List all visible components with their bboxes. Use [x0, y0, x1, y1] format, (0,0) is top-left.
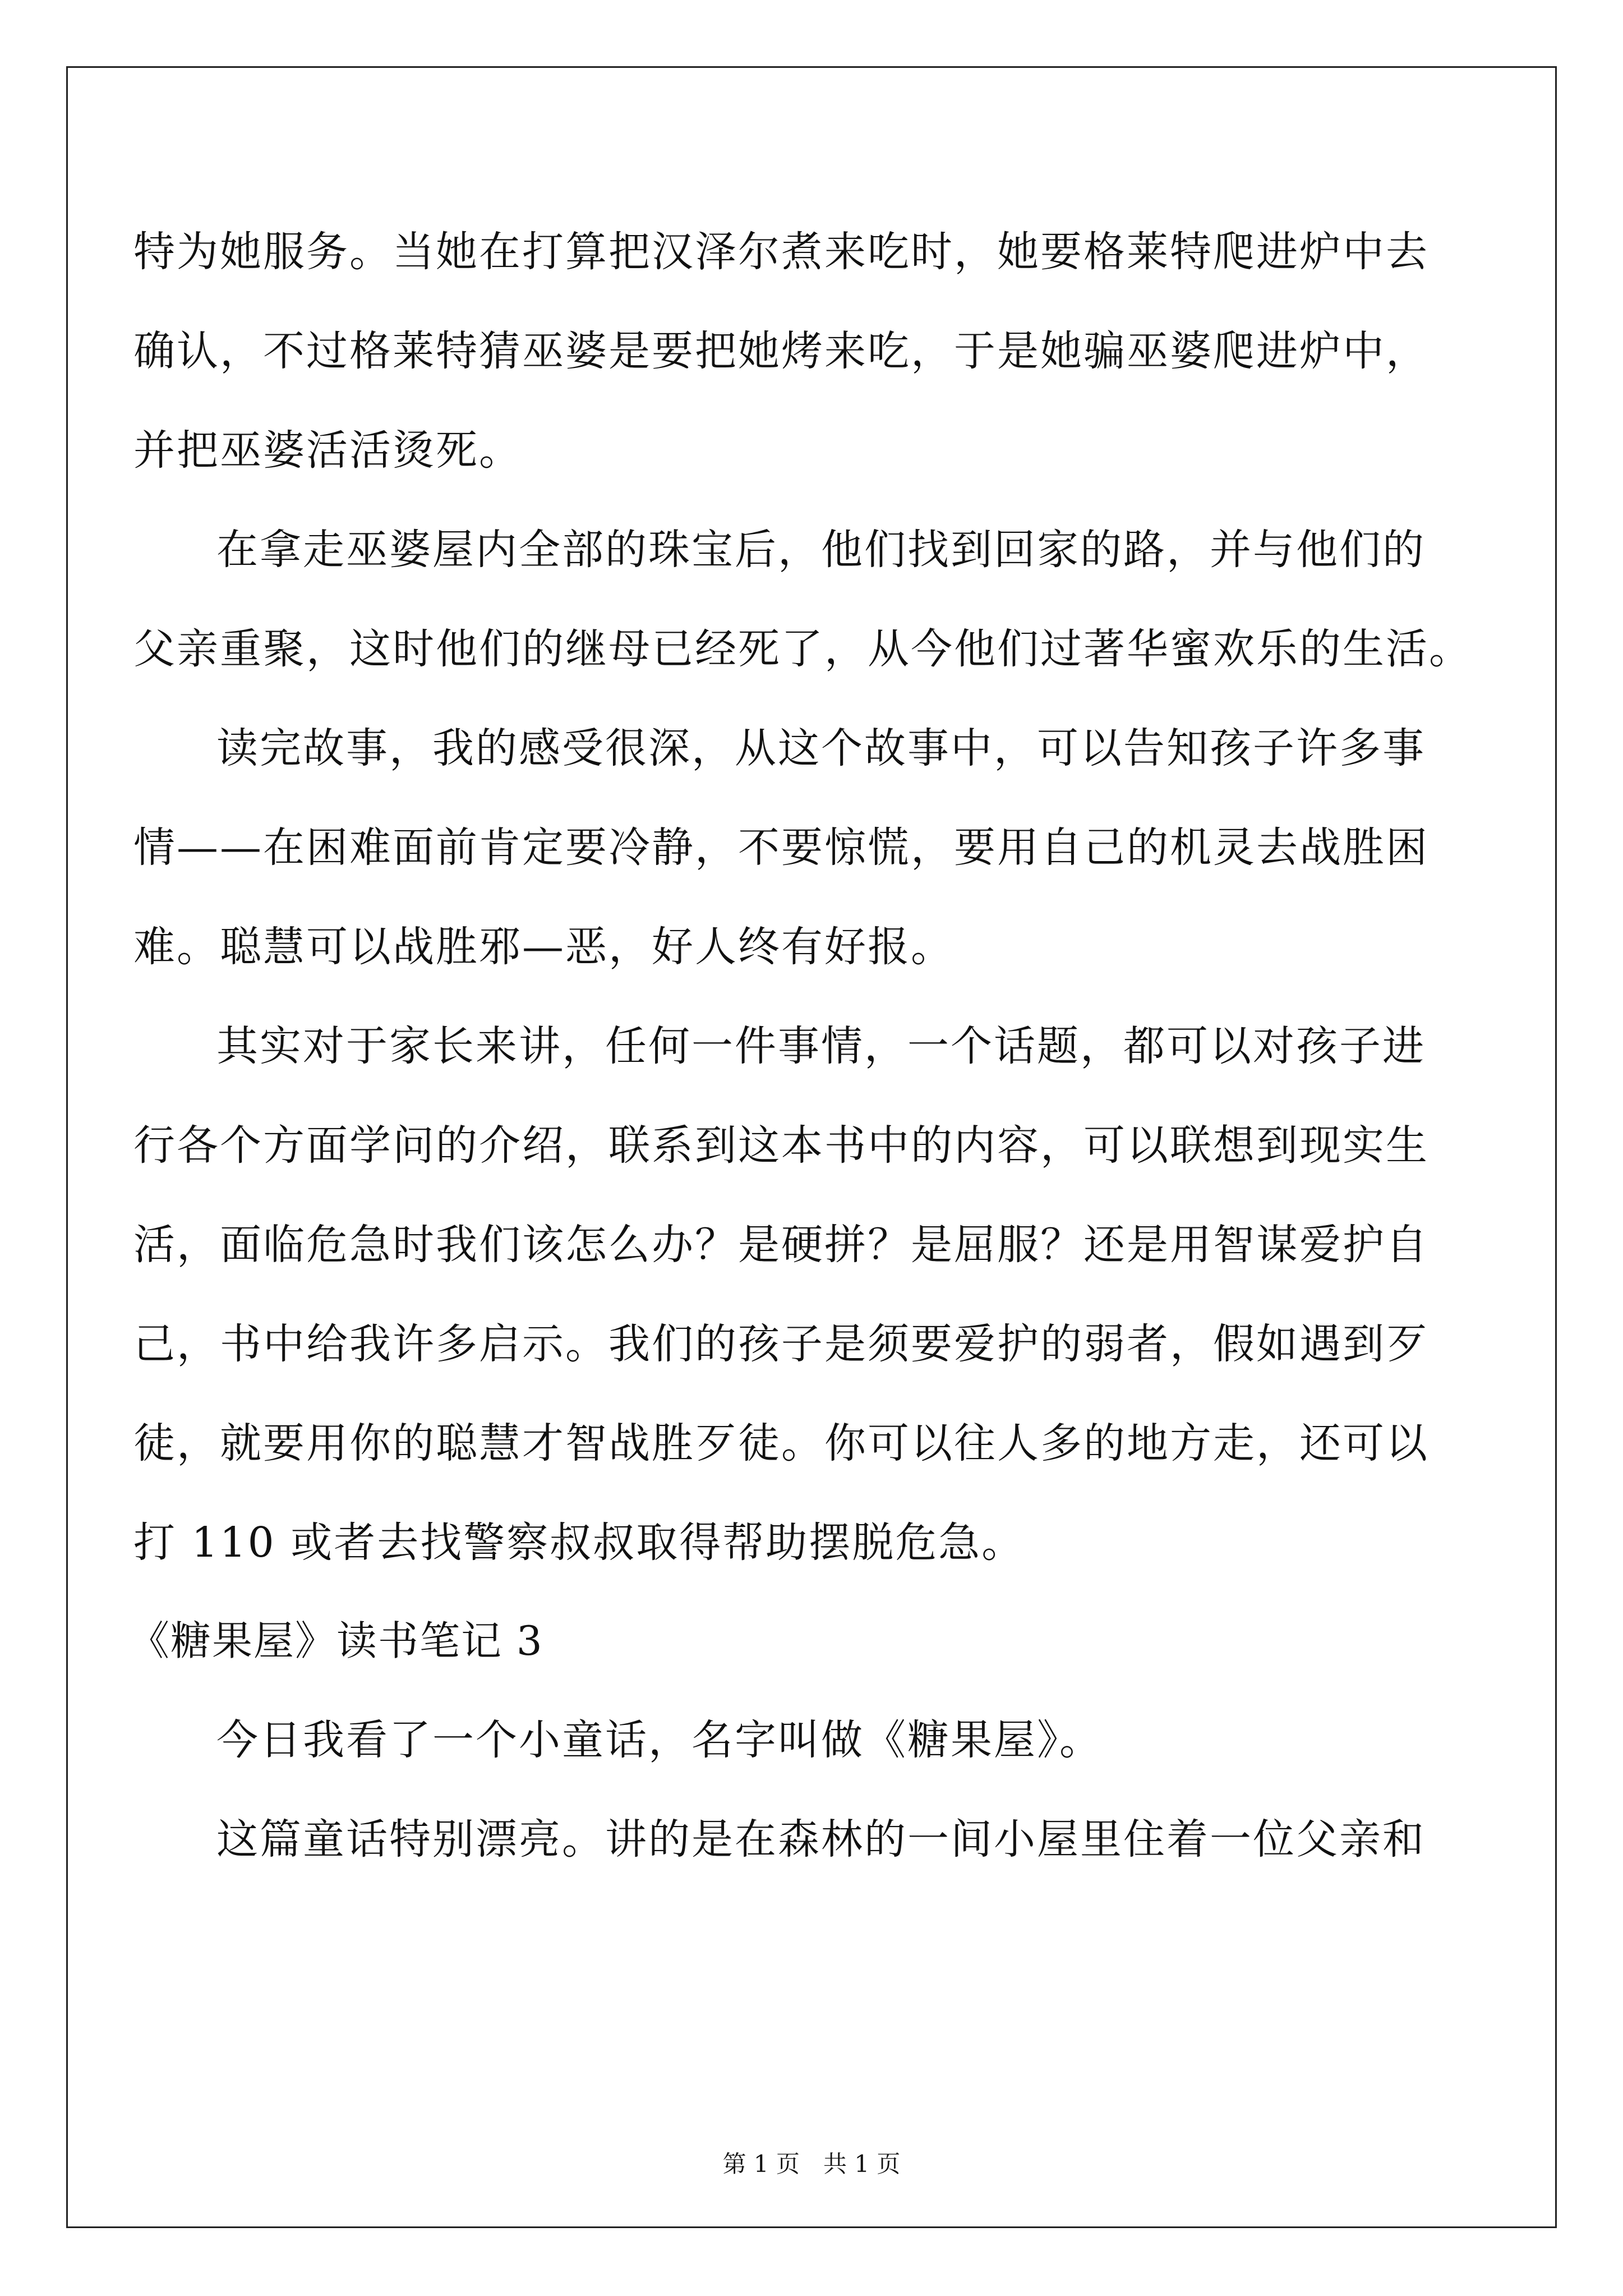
page-number: 第 1 页 共 1 页	[722, 2150, 901, 2178]
text-line: 并把巫婆活活烫死。	[133, 426, 522, 475]
paragraph-start: 今日我看了一个小童话，名字叫做《糖果屋》。	[216, 1716, 1103, 1764]
text-line: 己，书中给我许多启示。我们的孩子是须要爱护的弱者，假如遇到歹	[133, 1320, 1429, 1368]
text-line: 打 110 或者去找警察叔叔取得帮助摆脱危急。	[133, 1519, 1025, 1567]
text-line: 难。聪慧可以战胜邪—恶，好人终有好报。	[133, 923, 954, 971]
text-line: 徒，就要用你的聪慧才智战胜歹徒。你可以往人多的地方走，还可以	[133, 1419, 1429, 1467]
text-line: 父亲重聚，这时他们的继母已经死了，从今他们过著华蜜欢乐的生活。	[133, 625, 1472, 673]
paragraph-start: 这篇童话特别漂亮。讲的是在森林的一间小屋里住着一位父亲和	[216, 1815, 1426, 1864]
text-line: 确认，不过格莱特猜巫婆是要把她烤来吃，于是她骗巫婆爬进炉中，	[133, 327, 1429, 375]
paragraph-start: 读完故事，我的感受很深，从这个故事中，可以告知孩子许多事	[216, 724, 1426, 772]
section-heading: 《糖果屋》读书笔记 3	[129, 1617, 543, 1664]
text-line: 情——在困难面前肯定要冷静，不要惊慌，要用自己的机灵去战胜困	[133, 823, 1429, 872]
text-line: 活，面临危急时我们该怎么办？是硬拼？是屈服？还是用智谋爱护自	[133, 1221, 1429, 1269]
text-line: 行各个方面学问的介绍，联系到这本书中的内容，可以联想到现实生	[133, 1121, 1429, 1170]
paragraph-start: 其实对于家长来讲，任何一件事情，一个话题，都可以对孩子进	[216, 1022, 1426, 1070]
text-line: 特为她服务。当她在打算把汉泽尔煮来吃时，她要格莱特爬进炉中去	[133, 228, 1429, 276]
paragraph-start: 在拿走巫婆屋内全部的珠宝后，他们找到回家的路，并与他们的	[216, 526, 1426, 574]
